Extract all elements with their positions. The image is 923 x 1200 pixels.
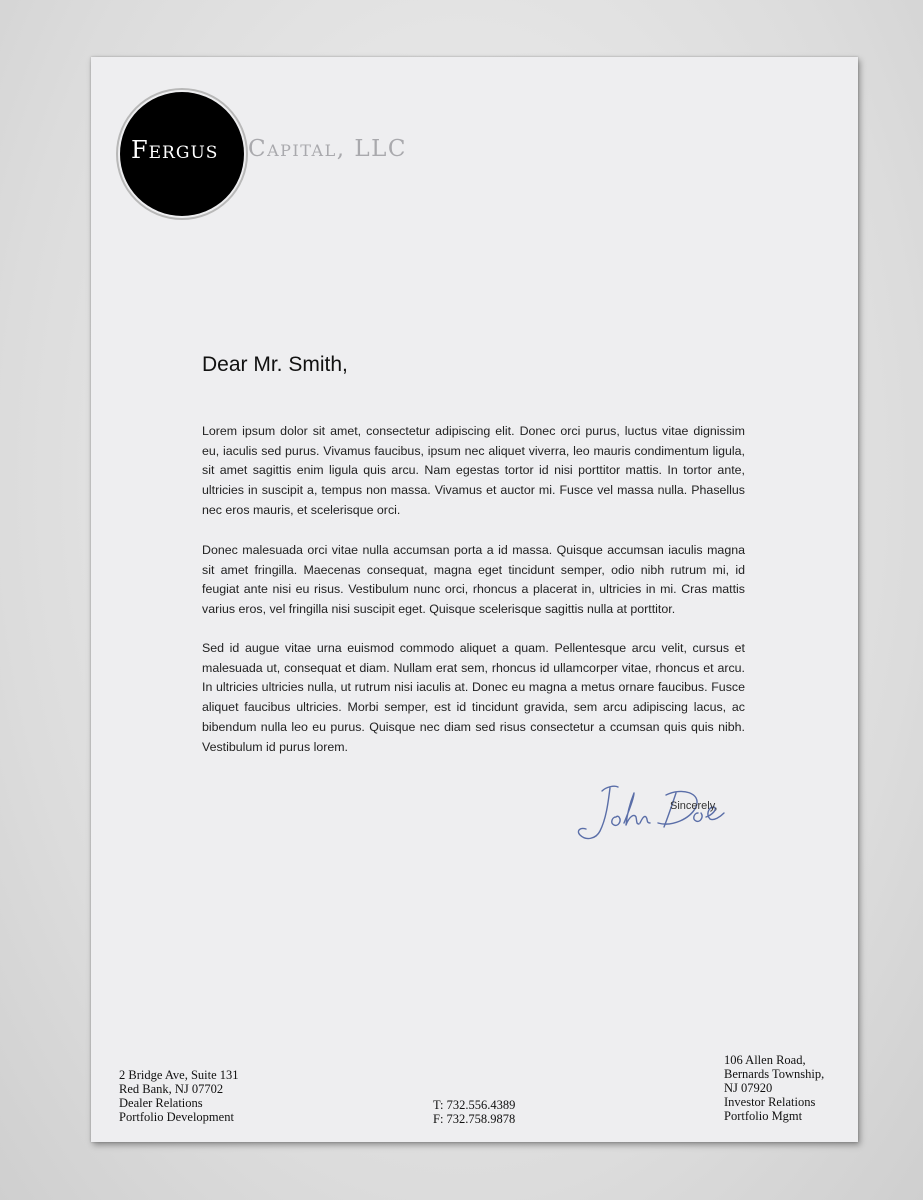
footer-phone: T: 732.556.4389 bbox=[433, 1098, 516, 1112]
company-logo bbox=[120, 92, 480, 216]
footer-contact-numbers bbox=[433, 1098, 515, 1126]
letter-page bbox=[91, 57, 858, 1142]
footer-left-line: Portfolio Development bbox=[119, 1110, 234, 1124]
logo-wordmark: Fergus bbox=[131, 136, 219, 164]
body-paragraph-1: Lorem ipsum dolor sit amet, consectetur adipiscing elit. Donec orci purus, luctus vitae dignissim eu, iaculis sed purus. Vivamus faucibus, ipsum nec aliquet viverra, leo mauris condimentum ligula, sit amet sagittis enim ligula quis arcu. Nam egestas tortor id nisi porttitor mattis. In tortor ante, ultricies in suscipit a, tempus non massa. Vivamus et auctor mi. Fusce vel massa nulla. Phasellus nec eros mauris, et scelerisque orci. bbox=[202, 424, 745, 517]
logo-circle bbox=[120, 92, 244, 216]
body-paragraph-2: Donec malesuada orci vitae nulla accumsan porta a id massa. Quisque accumsan iaculis magna sit amet fringilla. Maecenas consequat, magna eget tincidunt semper, odio nibh rutrum mi, id feugiat ante nisi eu risus. Vestibulum nunc orci, rhoncus a placerat in, ultricies in mi. Cras mattis varius eros, vel fringilla nisi suscipit eget. Quisque scelerisque sagittis nulla at porttitor. bbox=[202, 543, 745, 617]
footer-right-line: NJ 07920 bbox=[724, 1081, 773, 1095]
footer-left-line: Dealer Relations bbox=[119, 1096, 203, 1110]
closing-text: Sincerely, bbox=[670, 800, 718, 812]
footer-right-line: Portfolio Mgmt bbox=[724, 1109, 803, 1123]
body-paragraph-3: Sed id augue vitae urna euismod commodo aliquet a quam. Pellentesque arcu velit, cursus et malesuada ut, consequat et diam. Nullam erat sem, rhoncus id ullamcorper vitae, rhoncus et arcu. In ultricies ultricies nulla, ut rutrum nisi iaculis at. Donec eu magna a metus ornare faucibus. Fusce aliquet faucibus ultricies. Morbi semper, est id tincidunt gravida, sem arcu adipiscing lacus, ac bibendum nulla leo eu purus. Quisque nec diam sed risus consectetur a ccumsan quis quis nibh. Vestibulum id purus lorem. bbox=[202, 641, 745, 754]
footer-right-address bbox=[724, 1053, 824, 1123]
footer-left-line: 2 Bridge Ave, Suite 131 bbox=[119, 1068, 239, 1082]
footer-right-line: Investor Relations bbox=[724, 1095, 816, 1109]
footer-fax: F: 732.758.9878 bbox=[433, 1112, 516, 1126]
footer-right-line: Bernards Township, bbox=[724, 1067, 825, 1081]
logo-subtitle: Capital, LLC bbox=[248, 136, 407, 162]
footer-right-line: 106 Allen Road, bbox=[724, 1053, 806, 1067]
footer-left-line: Red Bank, NJ 07702 bbox=[119, 1082, 224, 1096]
signature bbox=[572, 779, 742, 854]
salutation: Dear Mr. Smith, bbox=[202, 353, 348, 376]
footer-left-address bbox=[119, 1068, 239, 1124]
